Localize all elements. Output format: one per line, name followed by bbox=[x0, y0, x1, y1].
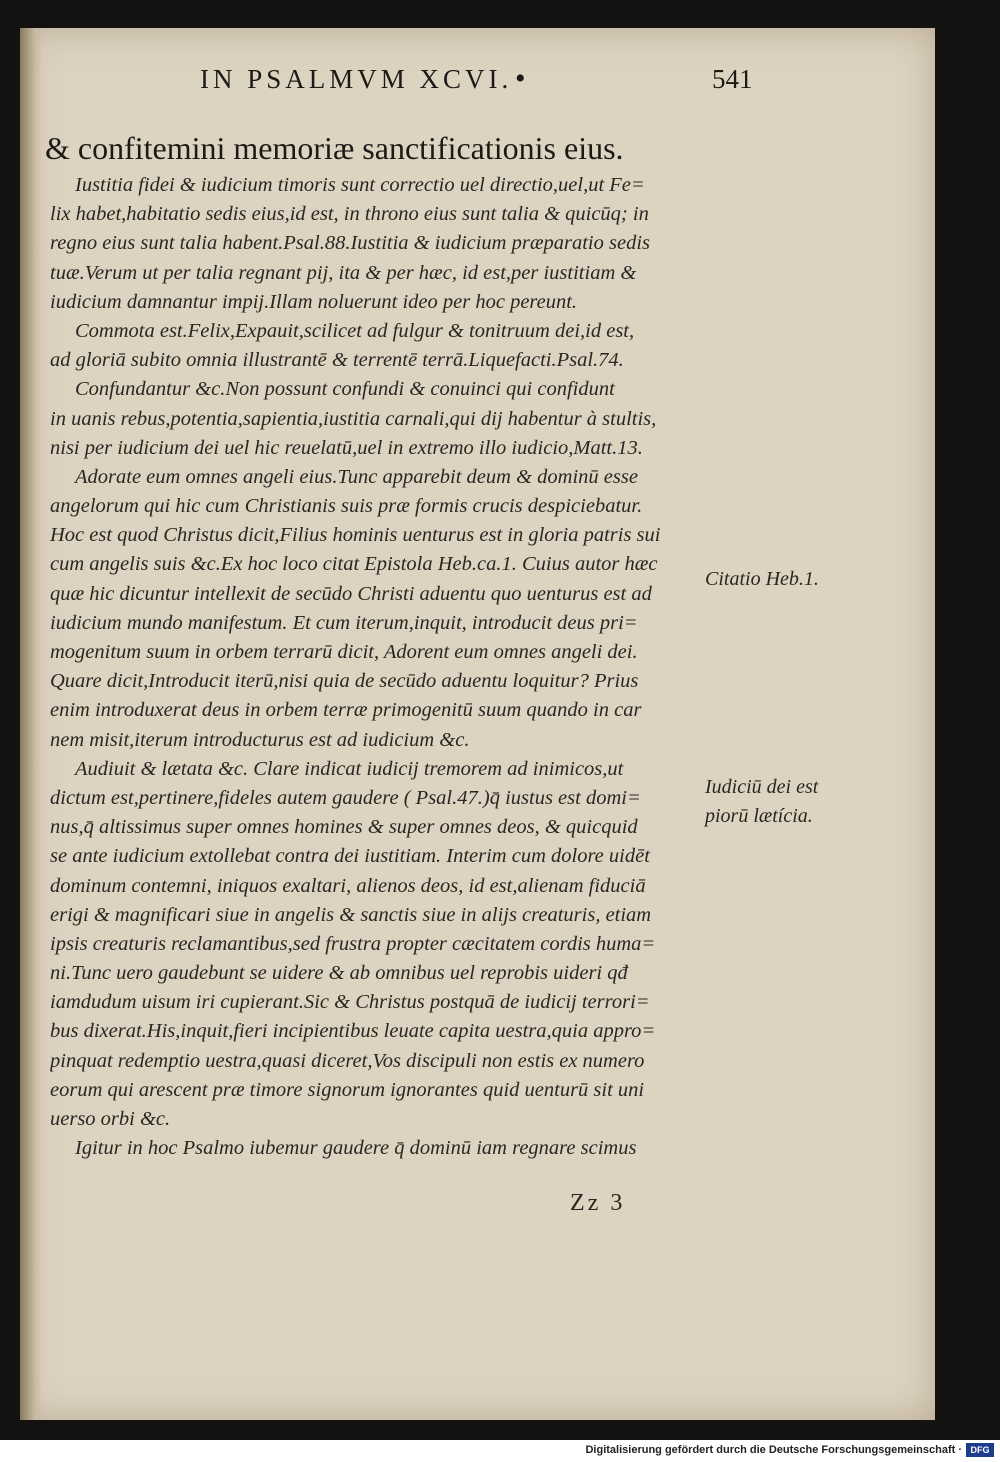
running-head-title: IN PSALMVM XCVI. bbox=[200, 64, 513, 94]
page-gutter bbox=[20, 28, 42, 1420]
footer-bar bbox=[0, 1440, 1000, 1462]
text-line: mogenitum suum in orbem terrarū dicit, Adorent eum omnes angeli dei. bbox=[50, 641, 638, 663]
text-line: nus,q̄ altissimus super omnes homines & super omnes deos, & quicquid bbox=[50, 816, 638, 839]
text-line: iudicium mundo manifestum. Et cum iterum,inquit, introducit deus pri= bbox=[50, 611, 638, 634]
text-line: bus dixerat.His,inquit,fieri incipientibus leuate capita uestra,quia appro= bbox=[50, 1020, 656, 1043]
text-line: nisi per iudicium dei uel hic reuelatū,uel in extremo illo iudicio,Matt.13. bbox=[50, 436, 643, 459]
text-line: Adorate eum omnes angeli eius.Tunc apparebit deum & dominū esse bbox=[75, 465, 638, 488]
text-line: Igitur in hoc Psalmo iubemur gaudere q̄ dominū iam regnare scimus bbox=[75, 1137, 637, 1160]
text-line: angelorum qui hic cum Christianis suis præ formis crucis despiciebatur. bbox=[50, 495, 643, 518]
text-line: lix habet,habitatio sedis eius,id est, in throno eius sunt talia & quicūq; in bbox=[50, 203, 649, 226]
text-line: iudicium damnantur impij.Illam noluerunt ideo per hoc pereunt. bbox=[50, 290, 578, 313]
running-head bbox=[200, 64, 760, 100]
text-line: se ante iudicium extollebat contra dei iustitiam. Interim cum dolore uidēt bbox=[50, 845, 650, 868]
text-line: eorum qui arescent præ timore signorum ignorantes quid uenturū sit uni bbox=[50, 1078, 645, 1101]
text-line: Audiuit & lætata &c. Clare indicat iudicij tremorem ad inimicos,ut bbox=[75, 757, 624, 780]
text-line: dominum contemni, iniquos exaltari, alienos deos, id est,alienam fiduciā bbox=[50, 874, 646, 897]
margin-note-judgment bbox=[705, 773, 845, 831]
body-text bbox=[50, 171, 720, 1163]
margin-note-citation: Citatio Heb.1. bbox=[705, 568, 819, 590]
page-number: 541 bbox=[712, 64, 753, 94]
text-line: pinquat redemptio uestra,quasi diceret,Vos discipuli non estis ex numero bbox=[50, 1049, 645, 1072]
text-line: Confundantur &c.Non possunt confundi & conuinci qui confidunt bbox=[75, 378, 615, 401]
text-line: Commota est.Felix,Expauit,scilicet ad fulgur & tonitruum dei,id est, bbox=[75, 319, 635, 342]
text-line: iamdudum uisum iri cupierant.Sic & Christus postquā de iudicij terrori= bbox=[50, 991, 650, 1014]
running-head-mark: • bbox=[515, 62, 530, 95]
signature-mark: Zz 3 bbox=[570, 1190, 626, 1216]
text-line: Quare dicit,Introducit iterū,nisi quia de secūdo aduentu loquitur? Prius bbox=[50, 670, 639, 693]
text-line: quæ hic dicuntur intellexit de secūdo Christi aduentu quo uenturus est ad bbox=[50, 582, 652, 605]
margin-note-line: Iudiciū dei est bbox=[705, 776, 819, 798]
text-line: cum angelis suis &c.Ex hoc loco citat Epistola Heb.ca.1. Cuius autor hæc bbox=[50, 553, 658, 576]
text-line: ad gloriā subito omnia illustrantē & terrentē terrā.Liquefacti.Psal.74. bbox=[50, 349, 624, 372]
footer-credit: Digitalisierung gefördert durch die Deutsche Forschungsgemeinschaft · bbox=[585, 1444, 962, 1456]
text-line: Iustitia fidei & iudicium timoris sunt correctio uel directio,uel,ut Fe= bbox=[75, 174, 645, 196]
text-line: nem misit,iterum introducturus est ad iudicium &c. bbox=[50, 728, 470, 751]
text-line: ni.Tunc uero gaudebunt se uidere & ab omnibus uel reprobis uideri qđ bbox=[50, 962, 628, 985]
section-heading: & confitemini memoriæ sanctificationis eius. bbox=[45, 130, 624, 166]
text-line: tuæ.Verum ut per talia regnant pij, ita & per hæc, id est,per iustitiam & bbox=[50, 261, 637, 284]
text-line: in uanis rebus,potentia,sapientia,iustitia carnali,qui dij habentur à stultis, bbox=[50, 407, 657, 430]
text-line: Hoc est quod Christus dicit,Filius hominis uenturus est in gloria patris sui bbox=[50, 524, 661, 547]
margin-note-line: piorū lætícia. bbox=[705, 805, 813, 827]
text-line: uerso orbi &c. bbox=[50, 1108, 171, 1130]
text-line: erigi & magnificari siue in angelis & sanctis siue in alijs creaturis, etiam bbox=[50, 903, 652, 926]
text-line: dictum est,pertinere,fideles autem gaudere ( Psal.47.)q̄ iustus est domi= bbox=[50, 786, 641, 809]
text-line: enim introduxerat deus in orbem terræ primogenitū suum quando in car bbox=[50, 699, 642, 722]
text-line: ipsis creaturis reclamantibus,sed frustra propter cæcitatem cordis huma= bbox=[50, 932, 656, 955]
text-line: regno eius sunt talia habent.Psal.88.Iustitia & iudicium præparatio sedis bbox=[50, 232, 651, 255]
dfg-logo: DFG bbox=[966, 1443, 994, 1457]
